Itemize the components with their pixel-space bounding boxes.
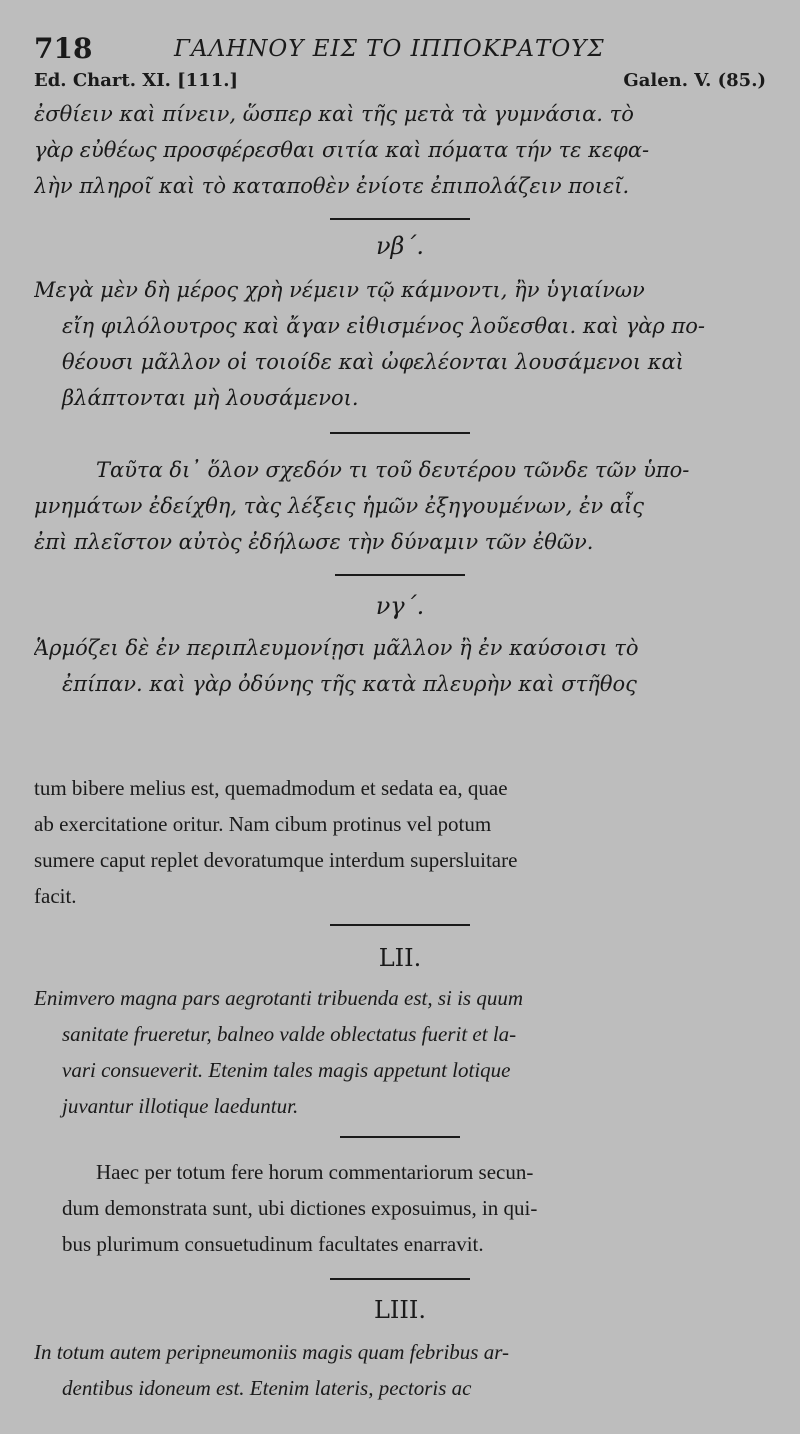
section-divider [340, 1136, 460, 1138]
edition-chartier-ref: Ed. Chart. XI. [111.] [34, 70, 239, 91]
greek-commentary-52 [34, 452, 766, 560]
page-header [34, 28, 766, 68]
text-line: ἐπίπαν. καὶ γὰρ ὀδύνης τῆς κατὰ πλευρὴν καὶ στῆθος [62, 672, 637, 696]
greek-intro-paragraph [34, 96, 766, 204]
text-line: tum bibere melius est, quemadmodum et sedata ea, quae [34, 776, 508, 800]
text-line: dum demonstrata sunt, ubi dictiones exposuimus, in qui- [62, 1196, 538, 1220]
greek-section-number-52: νβ΄. [375, 232, 425, 260]
section-divider [335, 574, 465, 576]
greek-aphorism-52 [34, 272, 766, 416]
text-line: ab exercitatione oritur. Nam cibum protinus vel potum [34, 812, 492, 836]
section-divider [330, 218, 470, 220]
text-line: γὰρ εὐθέως προσφέρεσθαι σιτία καὶ πόματα τήν τε κεφα- [34, 138, 650, 162]
latin-aphorism-52 [34, 980, 766, 1124]
section-divider [330, 924, 470, 926]
page-number: 718 [34, 32, 93, 65]
text-line: ἐσθίειν καὶ πίνειν, ὥσπερ καὶ τῆς μετὰ τὰ γυμνάσια. τὸ [34, 102, 634, 126]
latin-commentary-52 [34, 1154, 766, 1262]
text-line: θέουσι μᾶλλον οἱ τοιοίδε καὶ ὠφελέονται λουσάμενοι καὶ [62, 350, 684, 374]
edition-galen-ref: Galen. V. (85.) [623, 70, 766, 91]
text-line: Μεγὰ μὲν δὴ μέρος χρὴ νέμειν τῷ κάμνοντι, ἢν ὑγιαίνων [34, 278, 645, 302]
running-title: ΓΑΛΗΝΟΥ ΕΙΣ ΤΟ ΙΠΠΟΚΡΑΤΟΥΣ [174, 36, 605, 62]
text-line: Ἁρμόζει δὲ ἐν περιπλευμονίῃσι μᾶλλον ἢ ἐν καύσοισι τὸ [34, 636, 639, 660]
text-line: In totum autem peripneumoniis magis quam febribus ar- [34, 1340, 509, 1364]
latin-intro-paragraph [34, 770, 766, 914]
text-line: εἴη φιλόλουτρος καὶ ἄγαν εἰθισμένος λοῦεσθαι. καὶ γὰρ πο- [62, 314, 705, 338]
text-line: μνημάτων ἐδείχθη, τὰς λέξεις ἡμῶν ἐξηγουμένων, ἐν αἷς [34, 494, 645, 518]
greek-aphorism-53 [34, 630, 766, 702]
text-line: sanitate frueretur, balneo valde oblectatus fuerit et la- [62, 1022, 517, 1046]
section-divider [330, 1278, 470, 1280]
text-line: juvantur illotique laeduntur. [62, 1094, 299, 1118]
text-line: βλάπτονται μὴ λουσάμενοι. [62, 386, 359, 410]
text-line: bus plurimum consuetudinum facultates enarravit. [62, 1232, 484, 1256]
latin-section-number-52: LII. [378, 944, 422, 972]
text-line: ἐπὶ πλεῖστον αὐτὸς ἐδήλωσε τὴν δύναμιν τῶν ἐθῶν. [34, 530, 594, 554]
latin-section-number-53: LIII. [373, 1296, 426, 1324]
text-line: facit. [34, 884, 77, 908]
latin-aphorism-53 [34, 1334, 766, 1406]
text-line: sumere caput replet devoratumque interdum supersluitare [34, 848, 518, 872]
greek-section-number-53: νγ΄. [375, 592, 425, 620]
text-line: vari consueverit. Etenim tales magis appetunt lotique [62, 1058, 511, 1082]
text-line: Ταῦτα δι᾽ ὅλον σχεδόν τι τοῦ δευτέρου τῶνδε τῶν ὑπο- [96, 458, 690, 482]
text-line: Haec per totum fere horum commentariorum secun- [96, 1160, 534, 1184]
text-line: Enimvero magna pars aegrotanti tribuenda est, si is quum [34, 986, 524, 1010]
text-line: dentibus idoneum est. Etenim lateris, pectoris ac [62, 1376, 472, 1400]
text-line: λὴν πληροῖ καὶ τὸ καταποθὲν ἐνίοτε ἐπιπολάζειν ποιεῖ. [34, 174, 630, 198]
section-divider [330, 432, 470, 434]
